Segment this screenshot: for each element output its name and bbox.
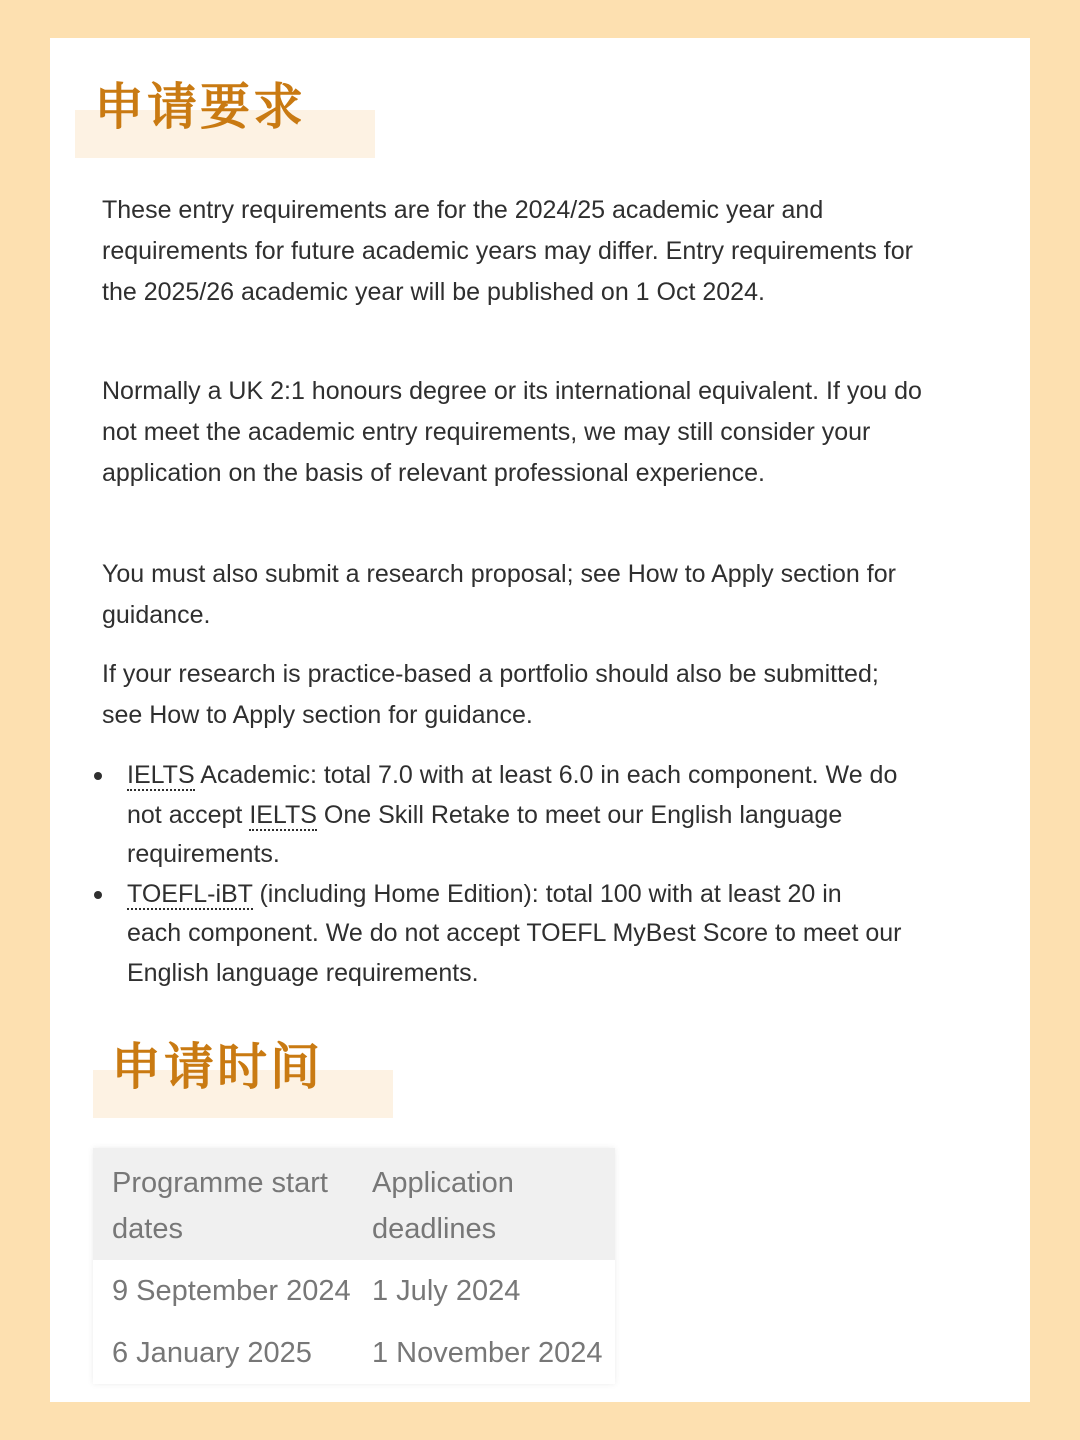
- deadline-cell: 1 November 2024: [372, 1336, 603, 1369]
- column-header-deadlines: Application deadlines: [372, 1167, 514, 1245]
- dates-heading: 申请时间: [111, 1038, 323, 1096]
- requirements-paragraph-4: If your research is practice-based a portfolio should also be submitted; see How to Apply section for guidance.: [102, 660, 879, 729]
- toefl-abbreviation[interactable]: TOEFL-iBT: [127, 879, 253, 908]
- application-dates-table: [93, 1148, 615, 1384]
- ielts-abbreviation-2[interactable]: IELTS: [249, 800, 317, 829]
- table-row: [93, 1260, 615, 1322]
- table-row: [93, 1322, 615, 1384]
- deadline-cell: 1 July 2024: [372, 1274, 521, 1307]
- start-date-cell: 9 September 2024: [112, 1274, 351, 1307]
- requirements-paragraph-2: Normally a UK 2:1 honours degree or its international equivalent. If you do not meet the academic entry requirements, we may still consider your application on the basis of relevant professional experience.: [102, 377, 922, 487]
- bullet-icon: [94, 772, 102, 780]
- list-item-ielts: [102, 756, 902, 875]
- toefl-text: (including Home Edition): total 100 with at least 20 in each component. We do not accept TOEFL MyBest Score to meet our English language requirements.: [127, 879, 902, 987]
- bullet-icon: [94, 891, 102, 899]
- requirements-paragraph-3: You must also submit a research proposal; see How to Apply section for guidance.: [102, 560, 896, 629]
- requirements-paragraph-1: These entry requirements are for the 2024/25 academic year and requirements for future academic years may differ. Entry requirements for the 2025/26 academic year will be published on 1 Oct 2024.: [102, 196, 913, 306]
- list-item-toefl: [102, 875, 902, 994]
- ielts-text-part-1: Academic: total 7.0 with at least 6.0 in each component. We do not accept: [127, 761, 898, 829]
- content-card: [50, 38, 1030, 1402]
- language-requirements-list: [102, 756, 902, 993]
- column-header-start-dates: Programme start dates: [112, 1167, 328, 1245]
- table-header-row: [93, 1148, 615, 1260]
- ielts-abbreviation[interactable]: IELTS: [127, 761, 195, 789]
- ielts-text-part-2: One Skill Retake to meet our English language requirements.: [127, 800, 843, 868]
- requirements-heading: 申请要求: [94, 78, 306, 136]
- start-date-cell: 6 January 2025: [112, 1336, 312, 1369]
